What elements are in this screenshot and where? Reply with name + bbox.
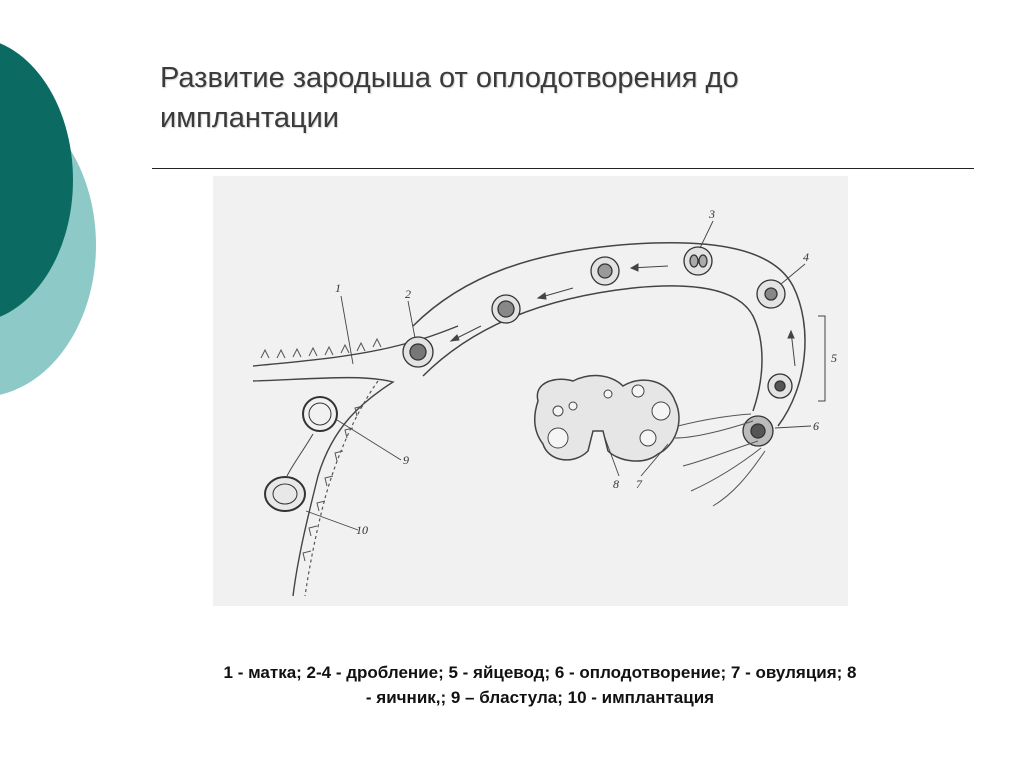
label-3: 3 (709, 207, 715, 221)
label-10: 10 (356, 523, 368, 537)
figure-caption: 1 - матка; 2-4 - дробление; 5 - яйцевод; 6 - оплодотворение; 7 - овуляция; 8 - яичник,; 9 – бластула; 10 - имплантация (223, 663, 857, 707)
label-8: 8 (613, 477, 619, 491)
label-9: 9 (403, 453, 409, 467)
label-5: 5 (831, 351, 837, 365)
label-1: 1 (335, 281, 341, 295)
blastula-arrow (287, 434, 313, 476)
label-2: 2 (405, 287, 411, 301)
embryo-development-figure (213, 176, 848, 606)
label-4: 4 (803, 250, 809, 264)
leader-lines (306, 221, 811, 530)
slide-decoration (0, 0, 110, 420)
label-6: 6 (813, 419, 819, 433)
oviduct-bracket (818, 316, 825, 401)
blastula (303, 397, 337, 431)
label-7: 7 (636, 477, 642, 491)
implanted-embryo (265, 477, 305, 511)
title-divider (152, 168, 974, 169)
slide-title: Развитие зародыша от оплодотворения до имплантации (160, 62, 739, 134)
